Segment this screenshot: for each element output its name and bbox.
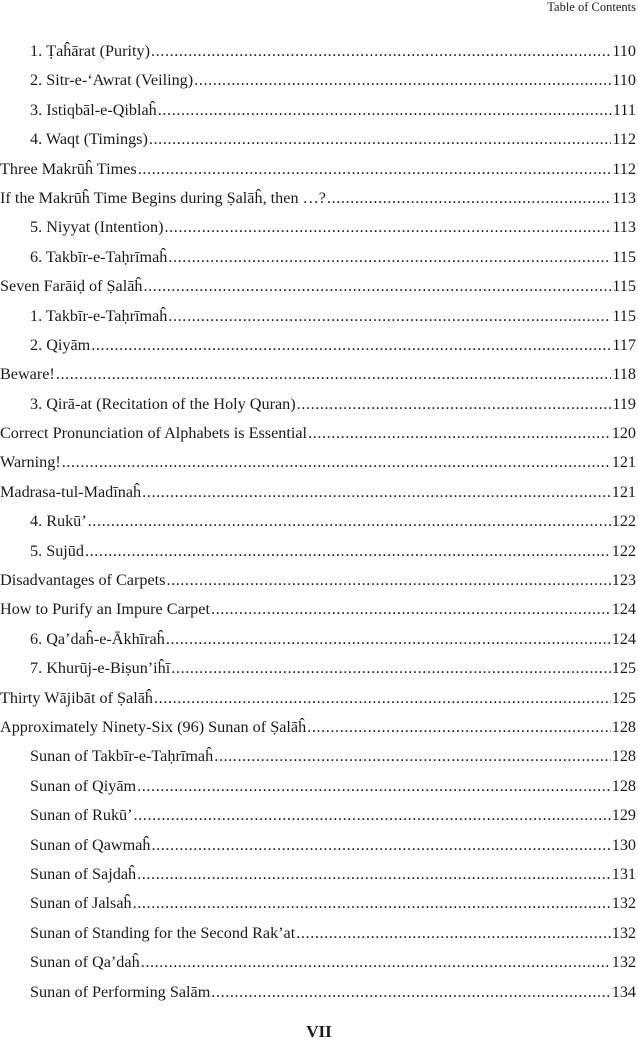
toc-entry-page-number: 125: [611, 659, 636, 678]
dot-leader: [137, 860, 611, 889]
toc-entry-page-number: 115: [612, 247, 636, 266]
toc-entry-title: Sunan of Jalsaĥ: [30, 894, 132, 913]
toc-entry-title: 4. Waqt (Timings): [30, 130, 148, 149]
toc-entry[interactable]: [0, 37, 636, 66]
toc-entry-page-number: 128: [611, 747, 636, 766]
dot-leader: [168, 302, 611, 331]
toc-entry-page-number: 131: [611, 864, 636, 883]
toc-entry[interactable]: [0, 684, 636, 713]
toc-entry-page-number: 128: [611, 717, 636, 736]
toc-entry[interactable]: [0, 507, 636, 536]
toc-entry-title: Madrasa-tul-Madīnaĥ: [0, 482, 142, 501]
dot-leader: [91, 331, 611, 360]
dot-leader: [211, 595, 611, 624]
toc-entry[interactable]: [0, 272, 636, 301]
dot-leader: [158, 96, 612, 125]
dot-leader: [296, 919, 610, 948]
toc-entry-page-number: 118: [612, 365, 636, 384]
dot-leader: [297, 390, 612, 419]
toc-entry[interactable]: [0, 919, 636, 948]
toc-entry[interactable]: [0, 302, 636, 331]
toc-entry[interactable]: [0, 801, 636, 830]
toc-entry-page-number: 119: [612, 394, 636, 413]
toc-entry-page-number: 132: [611, 894, 636, 913]
toc-entry-page-number: 112: [612, 130, 636, 149]
toc-entry-title: 7. Khurūj-e-Biṣun’iĥī: [30, 659, 171, 678]
toc-entry[interactable]: [0, 772, 636, 801]
toc-entry-title: Sunan of Qawmaĥ: [30, 835, 151, 854]
dot-leader: [141, 948, 611, 977]
toc-entry-page-number: 110: [612, 42, 636, 60]
toc-entry-page-number: 113: [612, 218, 636, 237]
toc-entry-page-number: 132: [611, 923, 636, 942]
toc-entry[interactable]: [0, 742, 636, 771]
toc-entry-title: Three Makrūĥ Times: [0, 159, 137, 178]
dot-leader: [88, 507, 611, 536]
toc-entry[interactable]: [0, 125, 636, 154]
toc-entry[interactable]: [0, 331, 636, 360]
toc-entry-title: 3. Qirā-at (Recitation of the Holy Quran): [30, 394, 296, 413]
toc-entry-page-number: 113: [612, 188, 636, 207]
toc-entry[interactable]: [0, 566, 636, 595]
toc-entry-title: Thirty Wājibāt of Ṣalāĥ: [0, 688, 153, 707]
dot-leader: [62, 448, 611, 477]
dot-leader: [166, 566, 610, 595]
toc-entry-title: Sunan of Takbīr-e-Taḥrīmaĥ: [30, 747, 214, 766]
toc-entry-page-number: 128: [611, 776, 636, 795]
toc-entry-page-number: 124: [611, 600, 636, 619]
toc-entry-page-number: 129: [611, 806, 636, 825]
toc-entry-page-number: 121: [611, 453, 636, 472]
toc-entry-title: 2. Sitr-e-‘Awrat (Veiling): [30, 71, 194, 90]
toc-entry-title: 4. Rukū’: [30, 512, 87, 531]
toc-entry-page-number: 122: [611, 512, 636, 531]
dot-leader: [168, 243, 611, 272]
dot-leader: [134, 801, 611, 830]
dot-leader: [85, 537, 611, 566]
dot-leader: [137, 772, 611, 801]
toc-entry-title: Disadvantages of Carpets: [0, 571, 166, 590]
dot-leader: [144, 272, 612, 301]
toc-entry-title: 1. Takbīr-e-Taḥrīmaĥ: [30, 306, 168, 325]
toc-entry-title: Warning!: [0, 453, 61, 472]
toc-entry-title: Sunan of Qiyām: [30, 776, 137, 795]
toc-entry-title: 3. Istiqbāl-e-Qiblaĥ: [30, 100, 157, 119]
dot-leader: [151, 831, 610, 860]
dot-leader: [214, 742, 611, 771]
dot-leader: [171, 654, 610, 683]
toc-entry-page-number: 120: [611, 424, 636, 443]
toc-entry-page-number: 130: [611, 835, 636, 854]
toc-entry-page-number: 123: [611, 571, 636, 590]
toc-entry[interactable]: [0, 537, 636, 566]
dot-leader: [211, 978, 610, 1007]
dot-leader: [149, 125, 611, 154]
toc-entry[interactable]: [0, 654, 636, 683]
toc-entry-title: 6. Takbīr-e-Taḥrīmaĥ: [30, 247, 168, 266]
toc-entry-page-number: 125: [611, 688, 636, 707]
toc-entry-title: 2. Qiyām: [30, 335, 91, 354]
toc-entry[interactable]: [0, 889, 636, 918]
toc-entry-title: Approximately Ninety-Six (96) Sunan of Ṣalāĥ: [0, 717, 307, 736]
toc-entry[interactable]: [0, 948, 636, 977]
dot-leader: [142, 478, 611, 507]
toc-entry-title: 1. Ṭaĥārat (Purity): [30, 42, 151, 60]
toc-entry-page-number: 122: [611, 541, 636, 560]
dot-leader: [165, 213, 612, 242]
page-number: VII: [306, 1022, 332, 1041]
toc-entry-page-number: 115: [612, 277, 636, 296]
toc-entry-title: 5. Sujūd: [30, 541, 84, 560]
toc-entry[interactable]: [0, 978, 636, 1007]
toc-entry[interactable]: [0, 155, 636, 184]
toc-entry-page-number: 132: [611, 953, 636, 972]
toc-entry[interactable]: [0, 595, 636, 624]
toc-entry-title: How to Purify an Impure Carpet: [0, 600, 210, 619]
table-of-contents: [0, 37, 636, 1007]
toc-entry[interactable]: [0, 390, 636, 419]
toc-entry-title: Seven Farāiḍ of Ṣalāĥ: [0, 277, 143, 296]
toc-entry-title: Sunan of Performing Salām: [30, 982, 211, 1001]
toc-entry[interactable]: [0, 419, 636, 448]
dot-leader: [327, 184, 611, 213]
toc-entry-title: Sunan of Sajdaĥ: [30, 864, 137, 883]
toc-entry[interactable]: [0, 831, 636, 860]
toc-entry-page-number: 111: [612, 100, 636, 119]
toc-entry-title: Sunan of Rukū’: [30, 806, 133, 825]
toc-entry-title: Correct Pronunciation of Alphabets is Essential: [0, 424, 308, 443]
toc-entry[interactable]: [0, 66, 636, 95]
toc-entry[interactable]: [0, 478, 636, 507]
toc-entry[interactable]: [0, 860, 636, 889]
dot-leader: [166, 625, 611, 654]
dot-leader: [307, 713, 611, 742]
toc-entry-page-number: 124: [611, 629, 636, 648]
dot-leader: [56, 360, 611, 389]
toc-entry[interactable]: [0, 625, 636, 654]
toc-entry-page-number: 134: [611, 982, 636, 1001]
toc-entry[interactable]: [0, 713, 636, 742]
toc-entry-page-number: 110: [612, 71, 636, 90]
dot-leader: [194, 66, 611, 95]
toc-entry[interactable]: [0, 184, 636, 213]
toc-entry-title: Beware!: [0, 365, 55, 384]
dot-leader: [308, 419, 611, 448]
toc-entry-page-number: 115: [612, 306, 636, 325]
toc-entry-page-number: 121: [611, 482, 636, 501]
toc-entry[interactable]: [0, 213, 636, 242]
running-header: Table of Contents: [547, 0, 636, 14]
toc-entry[interactable]: [0, 448, 636, 477]
toc-entry[interactable]: [0, 360, 636, 389]
dot-leader: [151, 37, 611, 66]
dot-leader: [154, 684, 611, 713]
dot-leader: [138, 155, 612, 184]
toc-entry-page-number: 117: [612, 335, 636, 354]
toc-entry-page-number: 112: [612, 159, 636, 178]
toc-entry-title: If the Makrūĥ Time Begins during Ṣalāĥ, then …?: [0, 188, 326, 207]
toc-entry-title: 5. Niyyat (Intention): [30, 218, 164, 237]
dot-leader: [133, 889, 611, 918]
toc-entry[interactable]: [0, 243, 636, 272]
toc-entry-title: Sunan of Standing for the Second Rak’at: [30, 923, 296, 942]
toc-entry-title: 6. Qa’daĥ-e-Ākhīraĥ: [30, 629, 165, 648]
toc-entry-title: Sunan of Qa’daĥ: [30, 953, 140, 972]
toc-entry[interactable]: [0, 96, 636, 125]
